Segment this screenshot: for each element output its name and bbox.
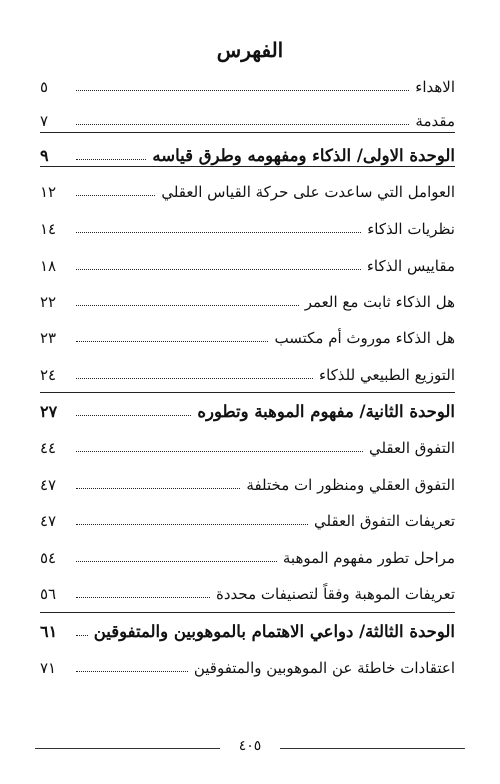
- toc-entry: [40, 220, 455, 238]
- toc-unit-heading: [40, 146, 455, 165]
- toc-page-number: ٤٧: [40, 476, 57, 494]
- toc-entry: [40, 512, 455, 530]
- footer-rule-right: [280, 748, 465, 749]
- toc-page-number: ٤٤: [40, 439, 57, 457]
- toc-page-number: ١٢: [40, 183, 57, 201]
- toc-page-number: ٢٣: [40, 329, 57, 347]
- toc-entry: [40, 112, 455, 130]
- dot-leader: [76, 89, 409, 91]
- dot-leader: [76, 377, 313, 379]
- footer-page-number: ٤٠٥: [238, 738, 262, 754]
- toc-entry: [40, 549, 455, 567]
- toc-page-number: ٤٧: [40, 512, 57, 530]
- toc-page-number: ٥٤: [40, 549, 57, 567]
- toc-unit-heading: [40, 622, 455, 641]
- toc-entry: [40, 257, 455, 275]
- toc-entry-title: تعريفات الموهبة وفقاً لتصنيفات محددة: [216, 585, 455, 603]
- toc-page-number: ١٨: [40, 257, 57, 275]
- toc-entry: [40, 585, 455, 603]
- dot-leader: [76, 231, 361, 233]
- toc-entry-title: مقدمة: [415, 112, 455, 130]
- toc-entry-title: هل الذكاء ثابت مع العمر: [304, 293, 455, 311]
- toc-entry-title: الوحدة الثالثة/ دواعي الاهتمام بالموهوبين والمتفوقين: [93, 622, 455, 641]
- toc-entry-title: الوحدة الاولى/ الذكاء ومفهومه وطرق قياسه: [152, 146, 455, 165]
- toc-entry-title: مقاييس الذكاء: [366, 257, 455, 275]
- toc-entry-title: نظريات الذكاء: [367, 220, 455, 238]
- dot-leader: [76, 123, 409, 125]
- toc-entry: [40, 183, 455, 201]
- toc-entry: [40, 78, 455, 96]
- toc-entry-title: التفوق العقلي: [368, 439, 455, 457]
- toc-entry-title: التفوق العقلي ومنظور ات مختلفة: [246, 476, 455, 494]
- toc-entry-title: العوامل التي ساعدت على حركة القياس العقلي: [161, 183, 455, 201]
- toc-page-number: ٢٧: [40, 402, 58, 421]
- toc-entry-title: اعتقادات خاطئة عن الموهوبين والمتفوقين: [193, 659, 455, 677]
- section-divider: [40, 612, 455, 613]
- toc-unit-heading: [40, 402, 455, 421]
- toc-entry: [40, 476, 455, 494]
- section-divider: [40, 132, 455, 133]
- section-divider: [40, 392, 455, 393]
- dot-leader: [76, 487, 240, 489]
- toc-page-number: ٦١: [40, 622, 58, 641]
- dot-leader: [76, 523, 308, 525]
- toc-entry-title: الوحدة الثانية/ مفهوم الموهبة وتطوره: [197, 402, 455, 421]
- section-divider: [40, 166, 455, 167]
- toc-page-number: ٥٦: [40, 585, 57, 603]
- dot-leader: [76, 268, 361, 270]
- dot-leader: [76, 304, 299, 306]
- toc-entry-title: هل الذكاء موروث أم مكتسب: [274, 329, 455, 347]
- dot-leader: [76, 194, 155, 196]
- toc-page-number: ٧١: [40, 659, 57, 677]
- toc-entry: [40, 366, 455, 384]
- dot-leader: [76, 596, 210, 598]
- dot-leader: [76, 670, 188, 672]
- toc-page-number: ٧: [40, 112, 49, 130]
- toc-page-number: ٢٤: [40, 366, 57, 384]
- toc-entry-title: تعريفات التفوق العقلي: [314, 512, 455, 530]
- toc-entry-title: الاهداء: [415, 78, 455, 96]
- dot-leader: [76, 634, 88, 636]
- dot-leader: [76, 340, 268, 342]
- page-title: الفهرس: [216, 38, 284, 62]
- toc-page-number: ١٤: [40, 220, 57, 238]
- footer-rule-left: [35, 748, 220, 749]
- dot-leader: [76, 450, 363, 452]
- toc-entry-title: مراحل تطور مفهوم الموهبة: [282, 549, 455, 567]
- page-footer: [0, 738, 500, 754]
- toc-page-number: ٢٢: [40, 293, 57, 311]
- toc-page-number: ٩: [40, 146, 49, 165]
- dot-leader: [76, 414, 191, 416]
- toc-entry-title: التوزيع الطبيعي للذكاء: [319, 366, 455, 384]
- toc-entry: [40, 439, 455, 457]
- toc-entry: [40, 293, 455, 311]
- dot-leader: [76, 158, 146, 160]
- toc-entry: [40, 329, 455, 347]
- dot-leader: [76, 560, 277, 562]
- toc-page-number: ٥: [40, 78, 49, 96]
- toc-entry: [40, 659, 455, 677]
